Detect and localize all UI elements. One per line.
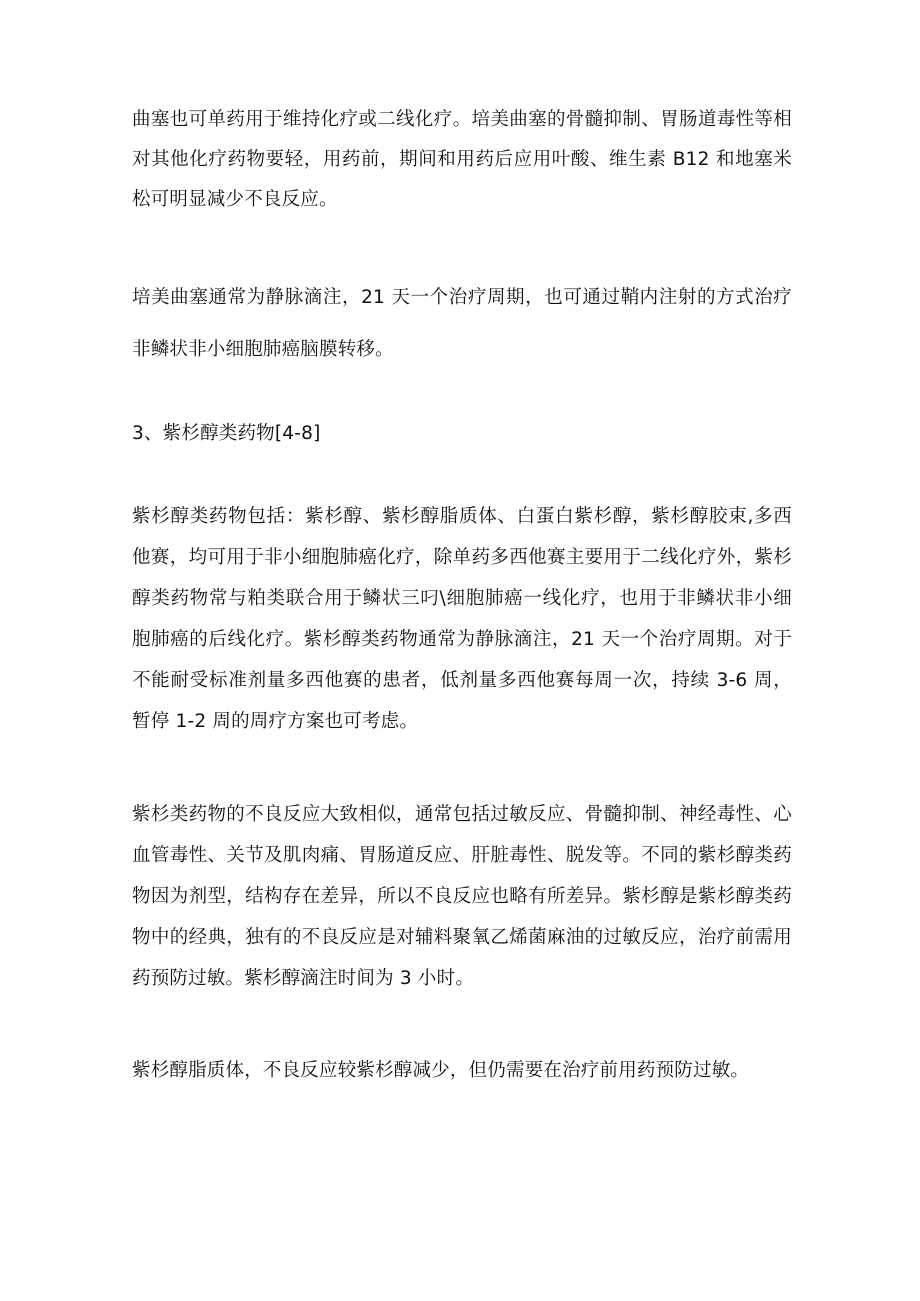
document-body xyxy=(132,100,792,1091)
section-heading-taxanes: 3、紫杉醇类药物[4-8] xyxy=(132,423,321,444)
paragraph-paclitaxel-liposome: 紫杉醇脂质体，不良反应较紫杉醇减少，但仍需要在治疗前用药预防过敏。 xyxy=(132,1060,750,1081)
paragraph-pemetrexed-administration: 培美曲塞通常为静脉滴注，21 天一个治疗周期，也可通过鞘内注射的方式治疗非鳞状非小细胞肺癌脑膜转移。 xyxy=(132,287,792,360)
paragraph-pemetrexed-maintenance: 曲塞也可单药用于维持化疗或二线化疗。培美曲塞的骨髓抑制、胃肠道毒性等相对其他化疗药物要轻，用药前，期间和用药后应用叶酸、维生素 B12 和地塞米松可明显减少不良反应。 xyxy=(132,109,792,210)
paragraph-taxanes-adverse-reactions: 紫杉类药物的不良反应大致相似，通常包括过敏反应、骨髓抑制、神经毒性、心血管毒性、关节及肌肉痛、胃肠道反应、肝脏毒性、脱发等。不同的紫杉醇类药物因为剂型，结构存在差异，所以不良反应也略有所差异。紫杉醇是紫杉醇类药物中的经典，独有的不良反应是对辅料聚氧乙烯菌麻油的过敏反应，治疗前需用药预防过敏。紫杉醇滴注时间为 3 小时。 xyxy=(132,804,792,989)
paragraph-taxanes-overview: 紫杉醇类药物包括：紫杉醇、紫杉醇脂质体、白蛋白紫杉醇，紫杉醇胶束,多西他赛，均可用于非小细胞肺癌化疗，除单药多西他赛主要用于二线化疗外，紫杉醇类药物常与粕类联合用于鳞状三叼\细胞肺癌一线化疗，也用于非鳞状非小细胞肺癌的后线化疗。紫杉醇类药物通常为静脉滴注，21 天一个治疗周期。对于不能耐受标准剂量多西他赛的患者，低剂量多西他赛每周一次，持续 3-6 周，暂停 1-2 周的周疗方案也可考虑。 xyxy=(132,506,792,732)
